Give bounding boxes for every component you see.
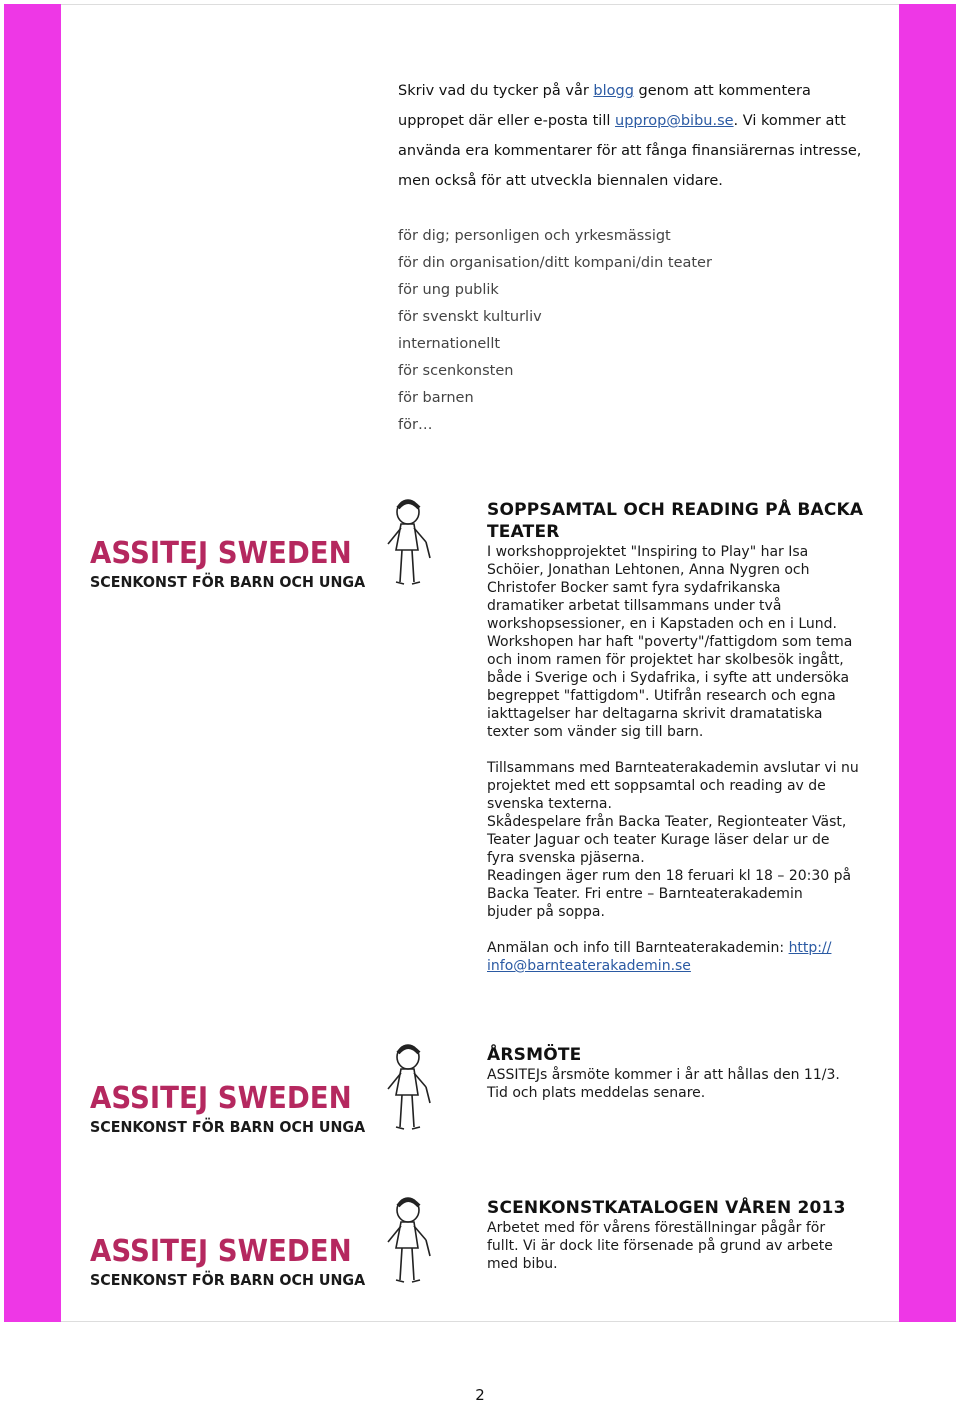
intro-paragraph: [398, 76, 878, 196]
article-paragraph: Arbetet med för vårens föreställningar pågår för fullt. Vi är dock lite försenade på grund av arbete med bibu.: [487, 1220, 833, 1272]
assitej-logo: [88, 498, 438, 598]
intro-line-3: använda era kommentarer för att fånga finansiärernas intresse,: [398, 143, 862, 159]
article-soppsamtal: [487, 499, 877, 975]
assitej-logo: [88, 1043, 438, 1143]
logo-title: ASSITEJ SWEDEN: [90, 1081, 352, 1116]
reason-item: för ung publik: [398, 282, 499, 298]
logo-title: ASSITEJ SWEDEN: [90, 536, 352, 571]
blogg-link[interactable]: blogg: [593, 83, 634, 99]
article-title: ÅRSMÖTE: [487, 1045, 582, 1065]
child-figure-icon: [370, 1043, 440, 1138]
logo-subtitle: SCENKONST FÖR BARN OCH UNGA: [90, 1271, 366, 1289]
logo-subtitle: SCENKONST FÖR BARN OCH UNGA: [90, 1118, 366, 1136]
left-magenta-bar: [4, 4, 61, 1322]
article-title: SOPPSAMTAL OCH READING PÅ BACKA TEATER: [487, 500, 864, 542]
intro-line-2: uppropet där eller e-posta till upprop@bibu.se. Vi kommer att: [398, 113, 846, 129]
article-paragraph: I workshopprojektet "Inspiring to Play" har Isa Schöier, Jonathan Lehtonen, Anna Nygren och Christofer Bocker samt fyra sydafrikanska dramatiker arbetat tillsammans under två workshopsessioner, en i Kapstaden och en i Lund. Workshopen har haft "poverty"/fattigdom som tema och inom ramen för projektet har skolbesök ingått, både i Sverige och i Sydafrika, i syfte att undersöka begreppet "fattigdom". Utifrån research och egna iakttagelser har deltagarna skrivit dramatatiska texter som vänder sig till barn.: [487, 544, 853, 740]
reason-item: för barnen: [398, 390, 474, 406]
article-title: SCENKONSTKATALOGEN VÅREN 2013: [487, 1198, 846, 1218]
reason-item: för…: [398, 417, 433, 433]
article-arsmote: [487, 1044, 877, 1102]
barnteaterakademin-link[interactable]: http:// info@barnteaterakademin.se: [487, 940, 832, 974]
right-magenta-bar: [899, 4, 956, 1322]
reasons-list: [398, 223, 878, 439]
assitej-logo: [88, 1196, 438, 1296]
reason-item: för dig; personligen och yrkesmässigt: [398, 228, 671, 244]
article-paragraph: ASSITEJs årsmöte kommer i år att hållas den 11/3. Tid och plats meddelas senare.: [487, 1067, 840, 1101]
logo-subtitle: SCENKONST FÖR BARN OCH UNGA: [90, 573, 366, 591]
intro-line-1: Skriv vad du tycker på vår blogg genom att kommentera: [398, 83, 811, 99]
reason-item: för scenkonsten: [398, 363, 514, 379]
intro-line-4: men också för att utveckla biennalen vidare.: [398, 173, 723, 189]
child-figure-icon: [370, 498, 440, 593]
reason-item: för svenskt kulturliv: [398, 309, 542, 325]
reason-item: för din organisation/ditt kompani/din teater: [398, 255, 712, 271]
article-paragraph: Tillsammans med Barnteaterakademin avslutar vi nu projektet med ett soppsamtal och reading av de svenska texterna. Skådespelare från Backa Teater, Regionteater Väst, Teater Jaguar och teater Kurage läser delar ur de fyra svenska pjäserna. Readingen äger rum den 18 feruari kl 18 – 20:30 på Backa Teater. Fri entre – Barnteaterakademin bjuder på soppa.: [487, 760, 859, 920]
logo-title: ASSITEJ SWEDEN: [90, 1234, 352, 1269]
child-figure-icon: [370, 1196, 440, 1291]
reason-item: internationellt: [398, 336, 501, 352]
article-scenkonstkatalogen: [487, 1197, 877, 1273]
signup-paragraph: Anmälan och info till Barnteaterakademin: http:// info@barnteaterakademin.se: [487, 940, 832, 974]
page-number: 2: [475, 1386, 485, 1404]
email-link[interactable]: upprop@bibu.se: [615, 113, 734, 129]
